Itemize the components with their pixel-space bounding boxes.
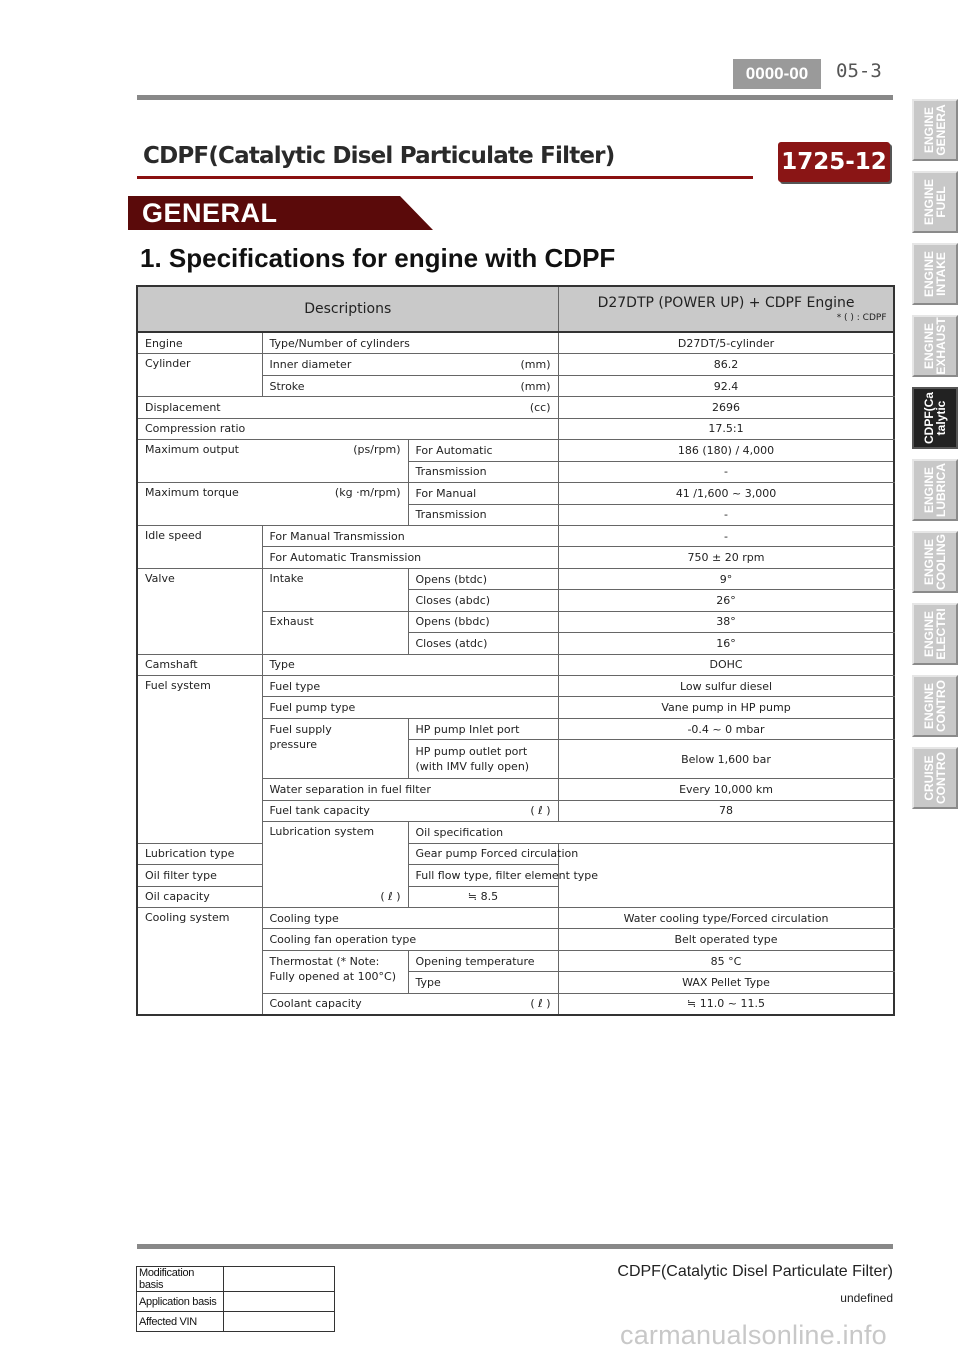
tab-label: ENGINE GENERA <box>922 104 948 156</box>
table-row <box>137 483 894 504</box>
tab-label: ENGINE CONTRO <box>922 680 948 732</box>
tab-engine-control[interactable] <box>912 675 958 737</box>
cell-value: Low sulfur diesel <box>558 676 894 697</box>
cell-label: Oil filter type <box>137 865 408 886</box>
tab-engine-electrical[interactable] <box>912 603 958 665</box>
cell-label <box>262 354 558 375</box>
cell-value: Belt operated type <box>558 929 894 950</box>
table-row <box>137 354 894 375</box>
tab-engine-cooling[interactable] <box>912 531 958 593</box>
mod-label: Modification basis <box>137 1267 224 1292</box>
mod-label: Application basis <box>137 1292 224 1312</box>
table-row <box>137 418 894 439</box>
cell-unit: (cc) <box>529 401 551 415</box>
watermark: carmanualsonline.info <box>620 1320 887 1350</box>
tab-label: ENGINE EXHAUST <box>922 317 948 375</box>
cell-label: Engine <box>137 332 262 354</box>
cell-value: DOHC <box>558 654 894 675</box>
cell-unit: (ps/rpm) <box>353 443 401 457</box>
table-row <box>137 1312 335 1332</box>
cell-label: Opens (btdc) <box>408 568 558 589</box>
cell-unit: ( ℓ ) <box>380 890 401 904</box>
cell-label: Intake <box>262 568 408 611</box>
cell-label: Cooling system <box>137 907 262 1015</box>
tab-label: CDPF(Ca talytic <box>922 392 948 445</box>
cell-label: Lubrication type <box>137 843 408 864</box>
table-row <box>137 907 894 928</box>
cell-value: Below 1,600 bar <box>558 740 894 779</box>
cell-text: Oil capacity <box>145 890 210 904</box>
cell-unit: (kg ·m/rpm) <box>334 486 401 500</box>
tab-label: ENGINE ELECTRI <box>922 608 948 660</box>
cell-label: Idle speed <box>137 525 262 568</box>
table-header-row <box>137 286 894 332</box>
mod-label: Affected VIN <box>137 1312 224 1332</box>
bottom-divider <box>137 1244 893 1249</box>
cell-value: Vane pump in HP pump <box>558 697 894 718</box>
mod-value <box>224 1292 335 1312</box>
cell-label: Cooling fan operation type <box>262 929 558 950</box>
cell-label: For Manual <box>408 483 558 504</box>
footer-title: CDPF(Catalytic Disel Particulate Filter) <box>617 1263 893 1280</box>
cell-value: 78 <box>558 800 894 821</box>
cell-label: Thermostat (* Note: Fully opened at 100°C) <box>262 950 408 993</box>
table-row <box>137 397 894 418</box>
tab-engine-exhaust[interactable] <box>912 315 958 377</box>
cell-value: -0.4 ~ 0 mbar <box>558 718 894 739</box>
cell-label: Cylinder <box>137 354 262 397</box>
cell-label <box>137 886 408 907</box>
mod-value <box>224 1267 335 1292</box>
cell-text: Fuel tank capacity <box>269 804 370 818</box>
cell-value: D27DT/5-cylinder <box>558 332 894 354</box>
cell-label: Closes (abdc) <box>408 590 558 611</box>
cell-unit: (mm) <box>520 379 551 393</box>
cell-value: 186 (180) / 4,000 <box>558 440 894 461</box>
top-divider <box>137 95 893 100</box>
table-row <box>137 654 894 675</box>
cell-value: 750 ± 20 rpm <box>558 547 894 568</box>
cell-label: Water separation in fuel filter <box>262 779 558 800</box>
spec-heading: 1. Specifications for engine with CDPF <box>140 243 616 273</box>
cell-label <box>137 483 408 526</box>
tab-engine-general[interactable] <box>912 99 958 161</box>
tab-cruise-control[interactable] <box>912 747 958 809</box>
cell-text: Coolant capacity <box>269 997 362 1011</box>
cell-unit: ( ℓ ) <box>530 804 551 818</box>
table-row <box>137 843 894 864</box>
table-row <box>137 865 894 886</box>
page-number: 05-3 <box>836 60 882 82</box>
table-row <box>137 886 894 907</box>
cell-value: Gear pump Forced circulation <box>408 843 558 864</box>
cell-label: Fuel supply pressure <box>262 718 408 778</box>
table-row <box>137 1267 335 1292</box>
cell-label <box>262 993 558 1015</box>
header-note: * ( ) : CDPF <box>836 313 887 323</box>
table-row <box>137 525 894 546</box>
cell-value: 38° <box>558 611 894 632</box>
tab-engine-fuel[interactable] <box>912 171 958 233</box>
general-label: GENERAL <box>142 198 278 228</box>
table-row <box>137 676 894 697</box>
general-banner <box>128 196 433 230</box>
cell-label: For Automatic <box>408 440 558 461</box>
cell-label: Lubrication system <box>262 822 408 908</box>
cell-label: HP pump outlet port (with IMV fully open) <box>408 740 558 779</box>
table-row <box>137 440 894 461</box>
cell-value: - <box>558 525 894 546</box>
cell-unit: ( ℓ ) <box>530 997 551 1011</box>
cell-label <box>262 800 558 821</box>
table-row <box>137 568 894 589</box>
cell-label: Fuel pump type <box>262 697 558 718</box>
cell-value: 92.4 <box>558 375 894 396</box>
cell-value: 16° <box>558 633 894 654</box>
cell-value: 41 /1,600 ~ 3,000 <box>558 483 894 504</box>
cell-label: Type <box>262 654 558 675</box>
mod-value <box>224 1312 335 1332</box>
section-title: CDPF(Catalytic Disel Particulate Filter) <box>143 143 615 169</box>
modification-table <box>136 1266 335 1332</box>
cell-label: Camshaft <box>137 654 262 675</box>
cell-value: Full flow type, filter element type <box>408 865 558 886</box>
cell-label: For Automatic Transmission <box>262 547 558 568</box>
cell-label: Exhaust <box>262 611 408 654</box>
tab-label: ENGINE COOLING <box>922 534 948 590</box>
cell-label: For Manual Transmission <box>262 525 558 546</box>
cell-text: Maximum torque <box>145 486 239 500</box>
tab-engine-lubrication[interactable] <box>912 459 958 521</box>
cell-label: Valve <box>137 568 262 654</box>
header-engine-label: D27DTP (POWER UP) + CDPF Engine <box>597 295 855 311</box>
tab-label: ENGINE INTAKE <box>922 251 948 298</box>
cell-text: Maximum output <box>145 443 239 457</box>
cell-value: Water cooling type/Forced circulation <box>558 907 894 928</box>
cell-text: Displacement <box>145 401 221 415</box>
cell-label: Cooling type <box>262 907 558 928</box>
cell-label: Type <box>408 972 558 993</box>
table-row <box>137 1292 335 1312</box>
cell-value: 2696 <box>558 397 894 418</box>
cell-value: 86.2 <box>558 354 894 375</box>
cell-value: - <box>558 504 894 525</box>
section-code-badge: 1725-12 <box>778 142 890 182</box>
tab-label: ENGINE FUEL <box>922 179 948 226</box>
cell-value: WAX Pellet Type <box>558 972 894 993</box>
cell-value: ≒ 11.0 ~ 11.5 <box>558 993 894 1015</box>
title-underline <box>137 176 753 179</box>
tab-label: ENGINE LUBRICA <box>922 463 948 517</box>
tab-cdpf[interactable] <box>912 387 958 449</box>
tab-engine-intake[interactable] <box>912 243 958 305</box>
cell-value: 17.5:1 <box>558 418 894 439</box>
table-row <box>137 332 894 354</box>
cell-text: Stroke <box>269 379 305 393</box>
footer-subtitle: undefined <box>840 1291 893 1305</box>
cell-label: Fuel system <box>137 676 262 844</box>
cell-label: HP pump Inlet port <box>408 718 558 739</box>
cell-label: Closes (atdc) <box>408 633 558 654</box>
cell-label: Type/Number of cylinders <box>262 332 558 354</box>
header-engine <box>558 286 894 332</box>
cell-label <box>137 440 408 483</box>
cell-value: 26° <box>558 590 894 611</box>
cell-label: Opening temperature <box>408 950 558 971</box>
cell-text: Inner diameter <box>269 358 352 372</box>
tab-label: CRUISE CONTRO <box>922 752 948 804</box>
cell-label: Transmission <box>408 504 558 525</box>
cell-label <box>137 397 558 418</box>
cell-unit: (mm) <box>520 358 551 372</box>
cell-label: Fuel type <box>262 676 558 697</box>
cell-value: 9° <box>558 568 894 589</box>
header-descriptions: Descriptions <box>137 286 558 332</box>
spec-table <box>136 285 893 1023</box>
cell-label: Transmission <box>408 461 558 482</box>
cell-label: Opens (bbdc) <box>408 611 558 632</box>
cell-label <box>262 375 558 396</box>
cell-value: 85 °C <box>558 950 894 971</box>
cell-value: ≒ 8.5 <box>408 886 558 907</box>
page-code-badge: 0000-00 <box>733 59 821 89</box>
cell-label: Oil specification <box>408 822 894 843</box>
cell-value: - <box>558 461 894 482</box>
cell-label: Compression ratio <box>137 418 558 439</box>
cell-value: Every 10,000 km <box>558 779 894 800</box>
